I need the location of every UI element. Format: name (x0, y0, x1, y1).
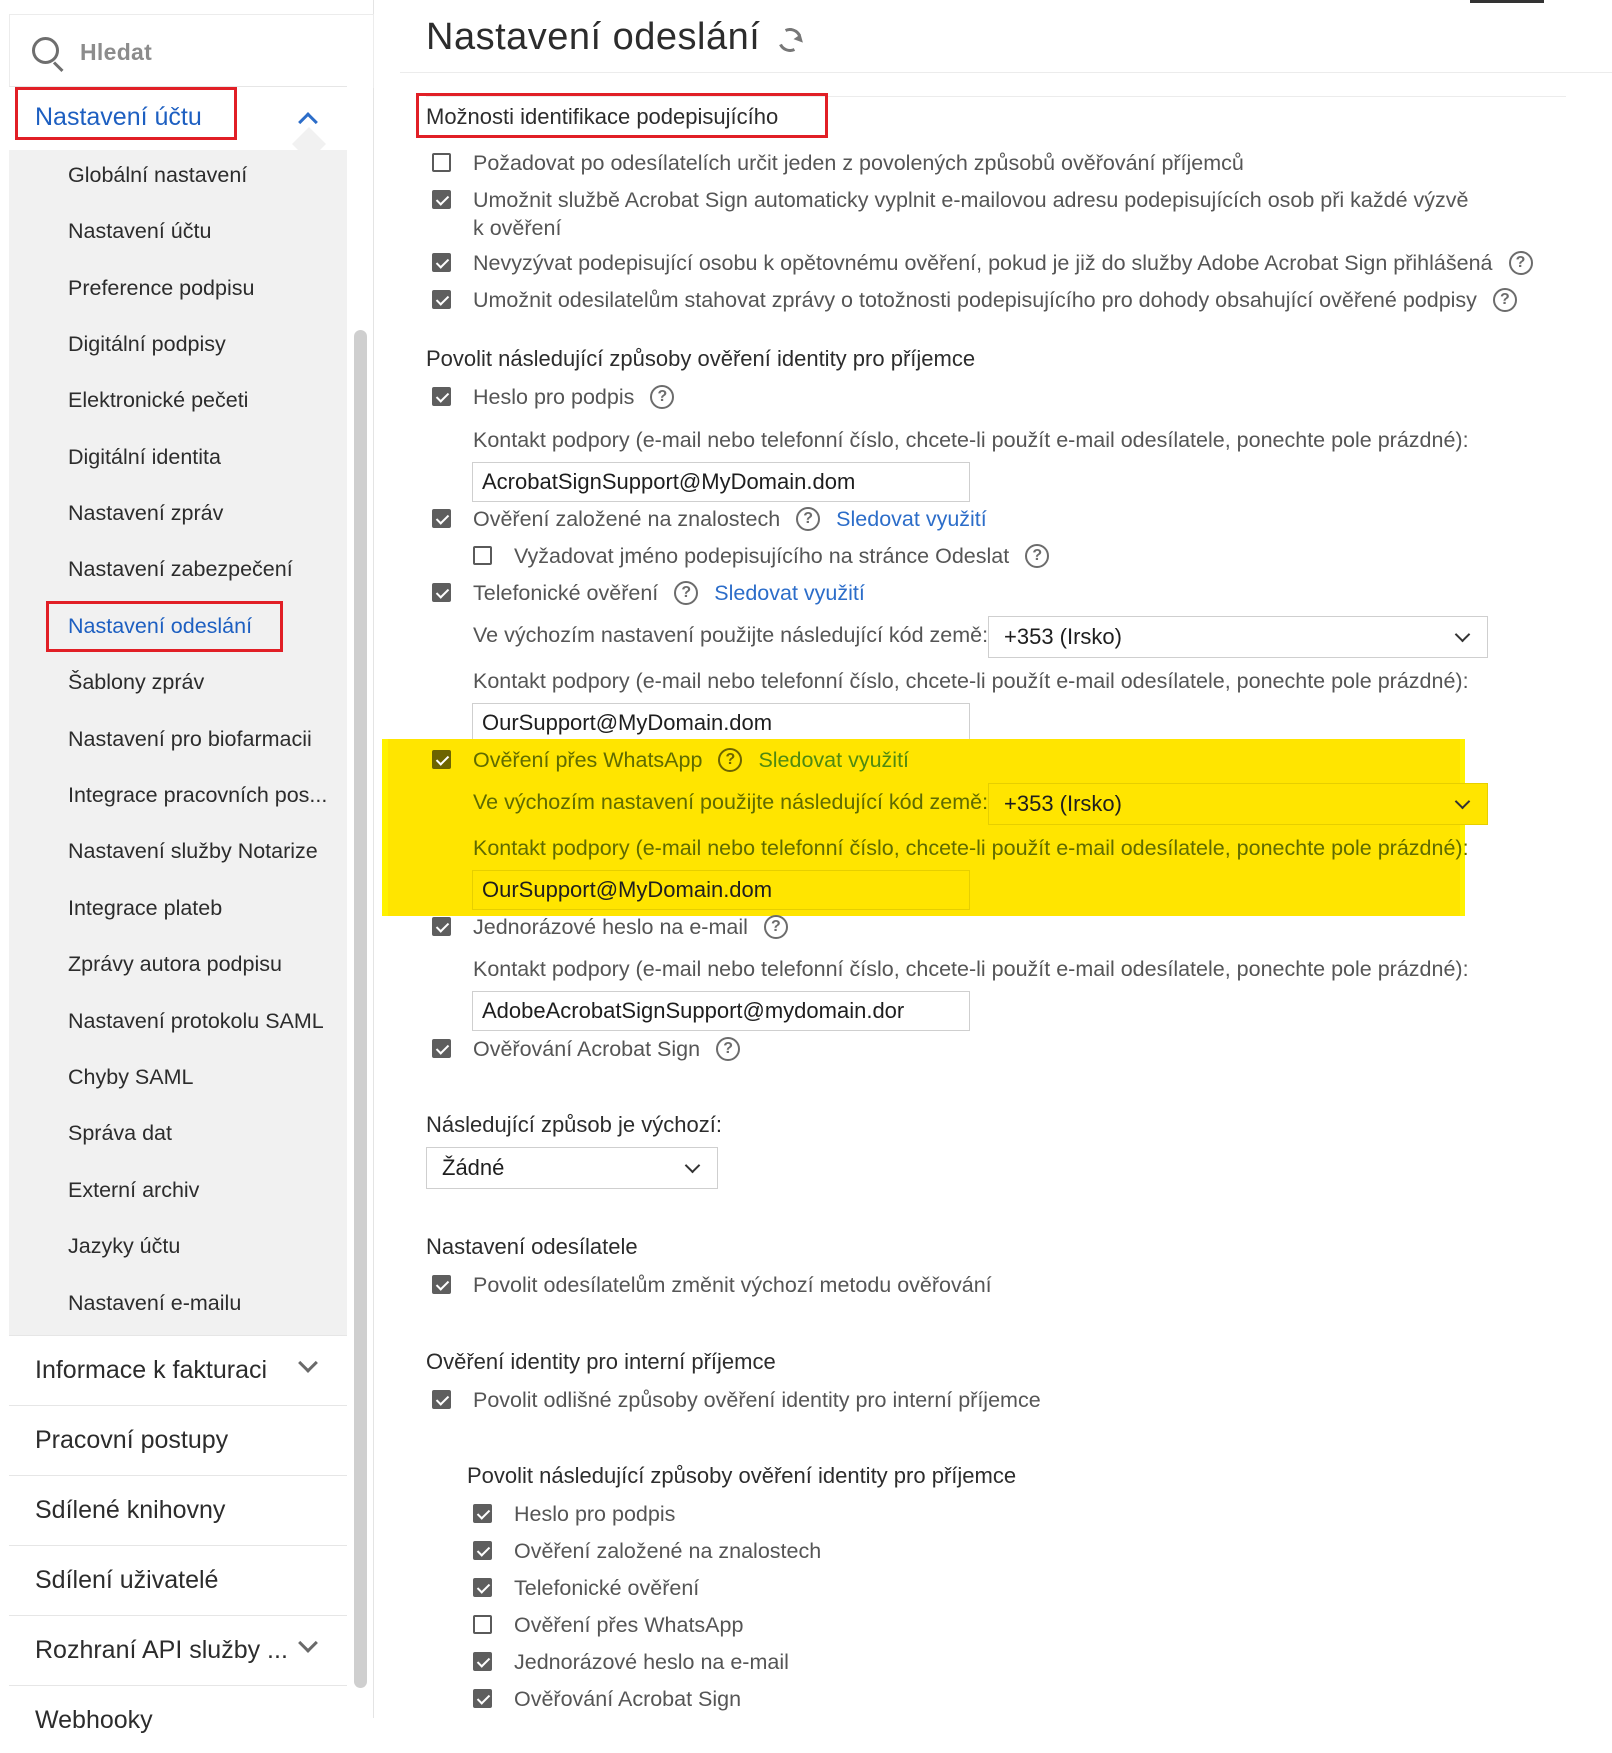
chevron-up-icon (301, 109, 317, 125)
internal-methods-heading: Povolit následující způsoby ověření identity pro příjemce (467, 1463, 1017, 1488)
help-icon[interactable]: ? (1493, 288, 1517, 312)
help-icon[interactable]: ? (1025, 544, 1049, 568)
method-email-otp (432, 912, 788, 942)
select-value: Žádné (442, 1155, 505, 1180)
sidebar-item-external-archive[interactable]: Externí archiv (68, 1178, 200, 1202)
select-value: +353 (Irsko) (1004, 624, 1122, 649)
help-icon[interactable]: ? (796, 507, 820, 531)
method-whatsapp (432, 745, 909, 775)
support-contact-label: Kontakt podpory (e-mail nebo telefonní číslo, chcete-li použít e-mail odesílatele, ponechte pole prázdné): (473, 957, 1469, 981)
kba-track-usage-link[interactable]: Sledovat využití (836, 507, 987, 531)
help-icon[interactable]: ? (1509, 251, 1533, 275)
internal-method-phone (473, 1573, 699, 1603)
checkbox[interactable] (432, 750, 451, 769)
sidebar-item-biopharma-settings[interactable]: Nastavení pro biofarmacii (68, 727, 312, 751)
method-label: Jednorázové heslo na e-mail (514, 1650, 789, 1674)
checkbox[interactable] (432, 509, 451, 528)
select-value: +353 (Irsko) (1004, 791, 1122, 816)
sidebar-item-signature-preferences[interactable]: Preference podpisu (68, 276, 255, 300)
divider (400, 72, 1612, 73)
chevron-down-icon (301, 1638, 317, 1654)
sender-settings-heading: Nastavení odesílatele (426, 1234, 638, 1259)
sidebar-item-account-languages[interactable]: Jazyky účtu (68, 1234, 181, 1258)
top-tab-indicator (1470, 0, 1544, 3)
sidebar-item-account-settings[interactable]: Nastavení účtu (68, 219, 212, 243)
sidebar-item-data-governance[interactable]: Správa dat (68, 1121, 172, 1145)
method-label: Telefonické ověření (473, 581, 659, 605)
internal-method-acrobat-sign (473, 1684, 741, 1714)
sidebar-item-workflow-integrations[interactable]: Integrace pracovních pos... (68, 783, 328, 807)
checkbox[interactable] (473, 1504, 492, 1523)
email-otp-support-input[interactable]: AdobeAcrobatSignSupport@mydomain.dor (472, 991, 970, 1031)
support-contact-label: Kontakt podpory (e-mail nebo telefonní číslo, chcete-li použít e-mail odesílatele, ponechte pole prázdné): (473, 669, 1469, 693)
option-label-continued: k ověření (473, 216, 562, 240)
help-icon[interactable]: ? (650, 385, 674, 409)
checkbox[interactable] (473, 1578, 492, 1597)
search-box[interactable] (9, 14, 374, 88)
help-icon[interactable]: ? (716, 1037, 740, 1061)
method-phone (432, 578, 865, 608)
option-kba-require-name (473, 541, 1049, 571)
internal-method-password (473, 1499, 675, 1529)
sidebar-section-webhooks[interactable] (9, 1685, 347, 1753)
search-placeholder: Hledat (80, 39, 153, 65)
internal-recipients-heading: Ověření identity pro interní příjemce (426, 1349, 776, 1374)
sidebar-section-label: Sdílené knihovny (35, 1496, 226, 1524)
checkbox[interactable] (473, 1652, 492, 1671)
method-label: Ověřování Acrobat Sign (473, 1037, 701, 1061)
checkbox[interactable] (432, 190, 451, 209)
sidebar-item-signer-reports[interactable]: Zprávy autora podpisu (68, 952, 282, 976)
whatsapp-country-select[interactable] (988, 783, 1488, 825)
whatsapp-support-input[interactable]: OurSupport@MyDomain.dom (472, 870, 970, 910)
internal-method-whatsapp (473, 1610, 743, 1640)
checkbox[interactable] (473, 546, 492, 565)
sidebar-item-payment-integration[interactable]: Integrace plateb (68, 896, 223, 920)
internal-method-email-otp (473, 1647, 789, 1677)
checkbox[interactable] (432, 1039, 451, 1058)
sidebar-section-shared-users[interactable] (9, 1545, 347, 1613)
checkbox[interactable] (432, 290, 451, 309)
default-method-heading: Následující způsob je výchozí: (426, 1112, 722, 1137)
method-label: Ověření založené na znalostech (514, 1539, 822, 1563)
phone-country-select[interactable] (988, 616, 1488, 658)
sidebar-section-label: Rozhraní API služby ... (35, 1636, 288, 1664)
phone-support-input[interactable]: OurSupport@MyDomain.dom (472, 703, 970, 743)
sidebar-item-electronic-seals[interactable]: Elektronické pečeti (68, 388, 249, 412)
method-label: Ověření přes WhatsApp (473, 748, 703, 772)
help-icon[interactable]: ? (674, 581, 698, 605)
method-label: Heslo pro podpis (514, 1502, 676, 1526)
password-support-input[interactable]: AcrobatSignSupport@MyDomain.dom (472, 462, 970, 502)
sidebar-item-message-settings[interactable]: Nastavení zpráv (68, 501, 224, 525)
phone-track-usage-link[interactable]: Sledovat využití (714, 581, 865, 605)
signer-identification-heading: Možnosti identifikace podepisujícího (426, 104, 779, 129)
sidebar-item-email-settings[interactable]: Nastavení e-mailu (68, 1291, 242, 1315)
chevron-down-icon (1457, 629, 1469, 641)
divider (426, 96, 1566, 97)
sidebar-section-label: Sdílení uživatelé (35, 1566, 219, 1594)
option-download-identity-reports (432, 285, 1517, 315)
method-label: Telefonické ověření (514, 1576, 700, 1600)
support-contact-label: Kontakt podpory (e-mail nebo telefonní číslo, chcete-li použít e-mail odesílatele, ponechte pole prázdné): (473, 836, 1469, 860)
sidebar-section-label: Nastavení účtu (35, 103, 202, 131)
sidebar-item-digital-signatures[interactable]: Digitální podpisy (68, 332, 226, 356)
checkbox[interactable] (432, 1275, 451, 1294)
method-password (432, 382, 674, 412)
sidebar-item-send-settings[interactable]: Nastavení odeslání (68, 614, 253, 638)
option-autofill-email (432, 185, 1468, 215)
whatsapp-track-usage-link[interactable]: Sledovat využití (758, 748, 910, 772)
method-kba (432, 504, 987, 534)
chevron-down-icon (687, 1160, 699, 1172)
method-label: Jednorázové heslo na e-mail (473, 915, 748, 939)
checkbox[interactable] (432, 153, 451, 172)
checkbox[interactable] (473, 1541, 492, 1560)
sidebar-section-label: Pracovní postupy (35, 1426, 229, 1454)
sidebar-submenu-panel (9, 85, 347, 1335)
option-label: Umožnit odesilatelům stahovat zprávy o totožnosti podepisujícího pro dohody obsahující ověřené podpisy (473, 288, 1477, 312)
option-no-reauth (432, 248, 1533, 278)
sidebar-item-saml-errors[interactable]: Chyby SAML (68, 1065, 194, 1089)
search-icon (32, 37, 66, 71)
sidebar-section-label: Informace k fakturaci (35, 1356, 268, 1384)
option-label: Požadovat po odesílatelích určit jeden z povolených způsobů ověřování příjemců (473, 151, 1244, 175)
method-label: Ověření založené na znalostech (473, 507, 781, 531)
sidebar-section-shared-libraries[interactable] (9, 1475, 347, 1543)
sidebar-item-security-settings[interactable]: Nastavení zabezpečení (68, 557, 293, 581)
help-icon[interactable]: ? (718, 748, 742, 772)
internal-method-kba (473, 1536, 821, 1566)
checkbox[interactable] (473, 1615, 492, 1634)
sidebar (0, 0, 374, 1734)
sidebar-section-label: Webhooky (35, 1706, 153, 1734)
page-title: Nastavení odeslání (426, 16, 761, 58)
sidebar-section-workflows[interactable] (9, 1405, 347, 1473)
chevron-down-icon (1457, 796, 1469, 808)
checkbox[interactable] (432, 253, 451, 272)
method-label: Ověřování Acrobat Sign (514, 1687, 742, 1711)
option-label: Povolit odlišné způsoby ověření identity pro interní příjemce (473, 1388, 1041, 1412)
sidebar-item-notarize-settings[interactable]: Nastavení služby Notarize (68, 839, 318, 863)
default-country-label: Ve výchozím nastavení použijte následující kód země: (473, 623, 989, 647)
sidebar-item-digital-identity[interactable]: Digitální identita (68, 445, 221, 469)
sidebar-section-api[interactable] (9, 1615, 347, 1683)
checkbox[interactable] (432, 583, 451, 602)
option-internal-different-methods (432, 1385, 1041, 1415)
help-icon[interactable]: ? (764, 915, 788, 939)
checkbox[interactable] (432, 917, 451, 936)
chevron-down-icon (301, 1358, 317, 1374)
sidebar-item-saml-settings[interactable]: Nastavení protokolu SAML (68, 1009, 324, 1033)
option-label: Umožnit službě Acrobat Sign automaticky vyplnit e-mailovou adresu podepisujících osob při každé výzvě (473, 188, 1469, 212)
sidebar-scrollbar[interactable] (354, 330, 367, 1688)
default-country-label: Ve výchozím nastavení použijte následující kód země: (473, 790, 989, 814)
checkbox[interactable] (473, 1689, 492, 1708)
method-label: Heslo pro podpis (473, 385, 635, 409)
sidebar-section-billing[interactable] (9, 1335, 347, 1403)
main-content (400, 0, 1612, 1718)
option-label: Vyžadovat jméno podepisujícího na stránce Odeslat (514, 544, 1010, 568)
sidebar-item-message-templates[interactable]: Šablony zpráv (68, 670, 205, 694)
allowed-methods-heading: Povolit následující způsoby ověření identity pro příjemce (426, 346, 976, 371)
support-contact-label: Kontakt podpory (e-mail nebo telefonní číslo, chcete-li použít e-mail odesílatele, ponechte pole prázdné): (473, 428, 1469, 452)
method-acrobat-sign (432, 1034, 740, 1064)
refresh-icon[interactable] (775, 25, 806, 56)
option-label: Nevyzývat podepisující osobu k opětovnému ověření, pokud je již do služby Adobe Acrobat Sign přihlášená (473, 251, 1493, 275)
checkbox[interactable] (432, 387, 451, 406)
checkbox[interactable] (432, 1390, 451, 1409)
method-label: Ověření přes WhatsApp (514, 1613, 744, 1637)
option-require-auth-method (432, 148, 1244, 178)
option-sender-allow-change (432, 1270, 992, 1300)
default-method-select[interactable] (426, 1147, 718, 1189)
sidebar-item-global-settings[interactable]: Globální nastavení (68, 163, 248, 187)
option-label: Povolit odesílatelům změnit výchozí metodu ověřování (473, 1273, 992, 1297)
